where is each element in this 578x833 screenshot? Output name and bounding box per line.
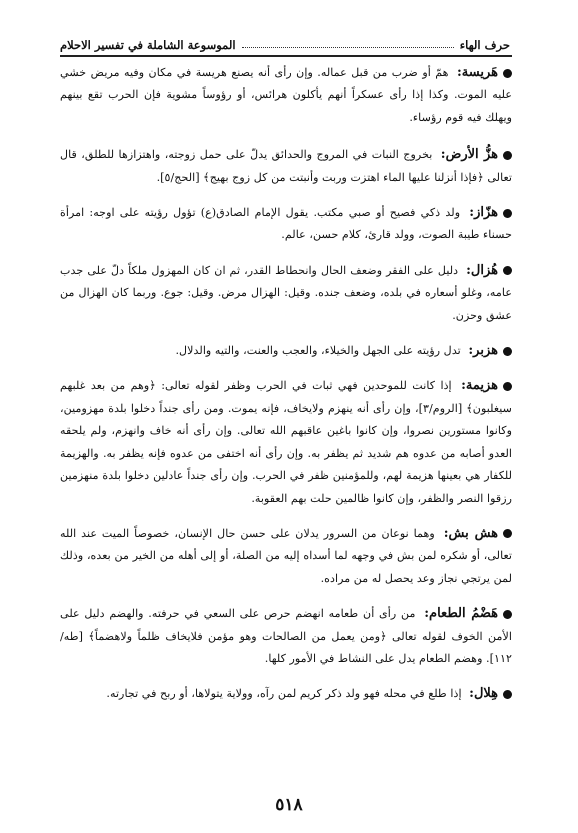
entry-term: هزُّ الأرض: bbox=[440, 147, 498, 163]
page-number: ٥١٨ bbox=[275, 795, 303, 815]
entry-term: هش بش: bbox=[443, 525, 498, 541]
entry bbox=[60, 202, 512, 247]
entry-text: من رأى أن طعامه انهضم حرص على السعي في حرفته. والهضم دليل على الأمن الخوف لقوله تعالى ﴿ومن يعمل من الصالحات وهو مؤمن فلايخاف ظلماً ولاهضماً﴾ [طه/١١٢]. وهضم الطعام يدل على النشاط في الأمور كلها. bbox=[60, 607, 512, 665]
entry bbox=[60, 340, 512, 362]
entry bbox=[60, 144, 512, 189]
bullet-icon bbox=[503, 209, 512, 218]
entry-text: همّ أو ضرب من قبل عماله. وإن رأى أنه يصنع هريسة في مكان وفيه مريض خشي عليه الموت. وكذا إذا رأى عسكراً أنهم يأكلون هرائس، أو رؤوساً مشوية فإن الحرب تقع بينهم ويهلك فيه قوم رؤساء. bbox=[60, 66, 512, 124]
bullet-icon bbox=[503, 610, 512, 619]
entry-text: تدل رؤيته على الجهل والخيلاء، والعجب والعنت، والتيه والدلال. bbox=[175, 344, 461, 358]
entry-term: هُزال: bbox=[466, 262, 498, 278]
entry-text: ولد ذكي فصيح أو صبي مكتب. يقول الإمام الصادق(ع) تؤول رؤيته على اوجه: امرأة حسناء طيبة الصوت، وولد قارئ، كلام حسن، عالم. bbox=[60, 206, 512, 242]
entry-text: وهما نوعان من السرور يدلان على حسن حال الإنسان، خصوصاً الميت عند الله تعالى، أو شكره لمن بش في وجهه لما أسداه إليه من الصلة، أو إلى أهله من الخير من بعده، وذلك لمن يرتجي نجاز وعد يحصل له من مراده. bbox=[60, 526, 512, 585]
bullet-icon bbox=[503, 347, 512, 356]
bullet-icon bbox=[503, 266, 512, 275]
entry-text: إذا طلع في محله فهو ولد ذكر كريم لمن رآه، وولاية يتولاها، أو ربح في تجارته. bbox=[106, 687, 462, 701]
dictionary-entries bbox=[60, 62, 512, 706]
entry-term: هَضْمُ الطعام: bbox=[424, 606, 499, 622]
entry bbox=[60, 603, 512, 670]
entry-term: هزبر: bbox=[468, 343, 498, 359]
entry bbox=[60, 62, 512, 129]
bullet-icon bbox=[503, 69, 512, 78]
header-book-title: الموسوعة الشاملة في تفسير الاحلام bbox=[60, 38, 236, 52]
entry bbox=[60, 375, 512, 509]
entry-term: هزّاز: bbox=[469, 205, 499, 221]
entry-term: هِلال: bbox=[469, 686, 498, 702]
entry bbox=[60, 523, 512, 590]
bullet-icon bbox=[503, 690, 512, 699]
bullet-icon bbox=[503, 382, 512, 391]
entry-text: دليل على الفقر وضعف الحال وانحطاط القدر، ثم ان كان المهزول ملكاً دلّ على جدب عامه، وغلو أسعاره في بلده، وضعف جنده. وقيل: الهزال مرض. وقيل: جوع. وربما كان الهزال من عشق وحزن. bbox=[60, 263, 512, 322]
entry bbox=[60, 260, 512, 327]
header-rule bbox=[60, 55, 512, 57]
running-header bbox=[60, 28, 510, 52]
entry-term: هَريسة: bbox=[456, 65, 498, 80]
entry-text: إذا كانت للموحدين فهي ثبات في الحرب وظفر لقوله تعالى: ﴿وهم من بعد غلبهم سيغلبون﴾ [الروم/٣]، وإن رأى أنه ينهزم ولايخاف، فإنه يموت. ومن رأى جنداً دخلوا بلدة مهزومين، وكانوا مستورين نصروا، وإن كانوا باغين عاقبهم الله تعالى. وإن رأى أنه خاف وانهزم، ولم يلحقه العدو أصابه من عدوه هم شديد ثم يظفر به. وإن رأى أنه اختفى من عدوه فإنه يظفر به. والهزيمة للكفار هي بعينها هزيمة لهم، وللمؤمنين ظفر في الحرب. وإن رأى جنداً عادلين دخلوا بلدة منهزمين رزقوا النصر والظفر، وإن كانوا ظالمين حلت بهم العقوبة. bbox=[60, 379, 512, 505]
header-section: حرف الهاء bbox=[459, 38, 510, 52]
entry-term: هزيمة: bbox=[461, 378, 498, 394]
entry bbox=[60, 683, 512, 705]
entry-text: بخروج النبات في المروج والحدائق يدلّ على حمل زوجته، واهتزازها للطلق، قال تعالى ﴿فإذا أنزلنا عليها الماء اهتزت وربت وأنبتت من كل زوج بهيج﴾ [الحج/٥]. bbox=[60, 148, 512, 184]
bullet-icon bbox=[503, 529, 512, 538]
header-dots-divider bbox=[242, 47, 454, 48]
bullet-icon bbox=[503, 151, 512, 160]
